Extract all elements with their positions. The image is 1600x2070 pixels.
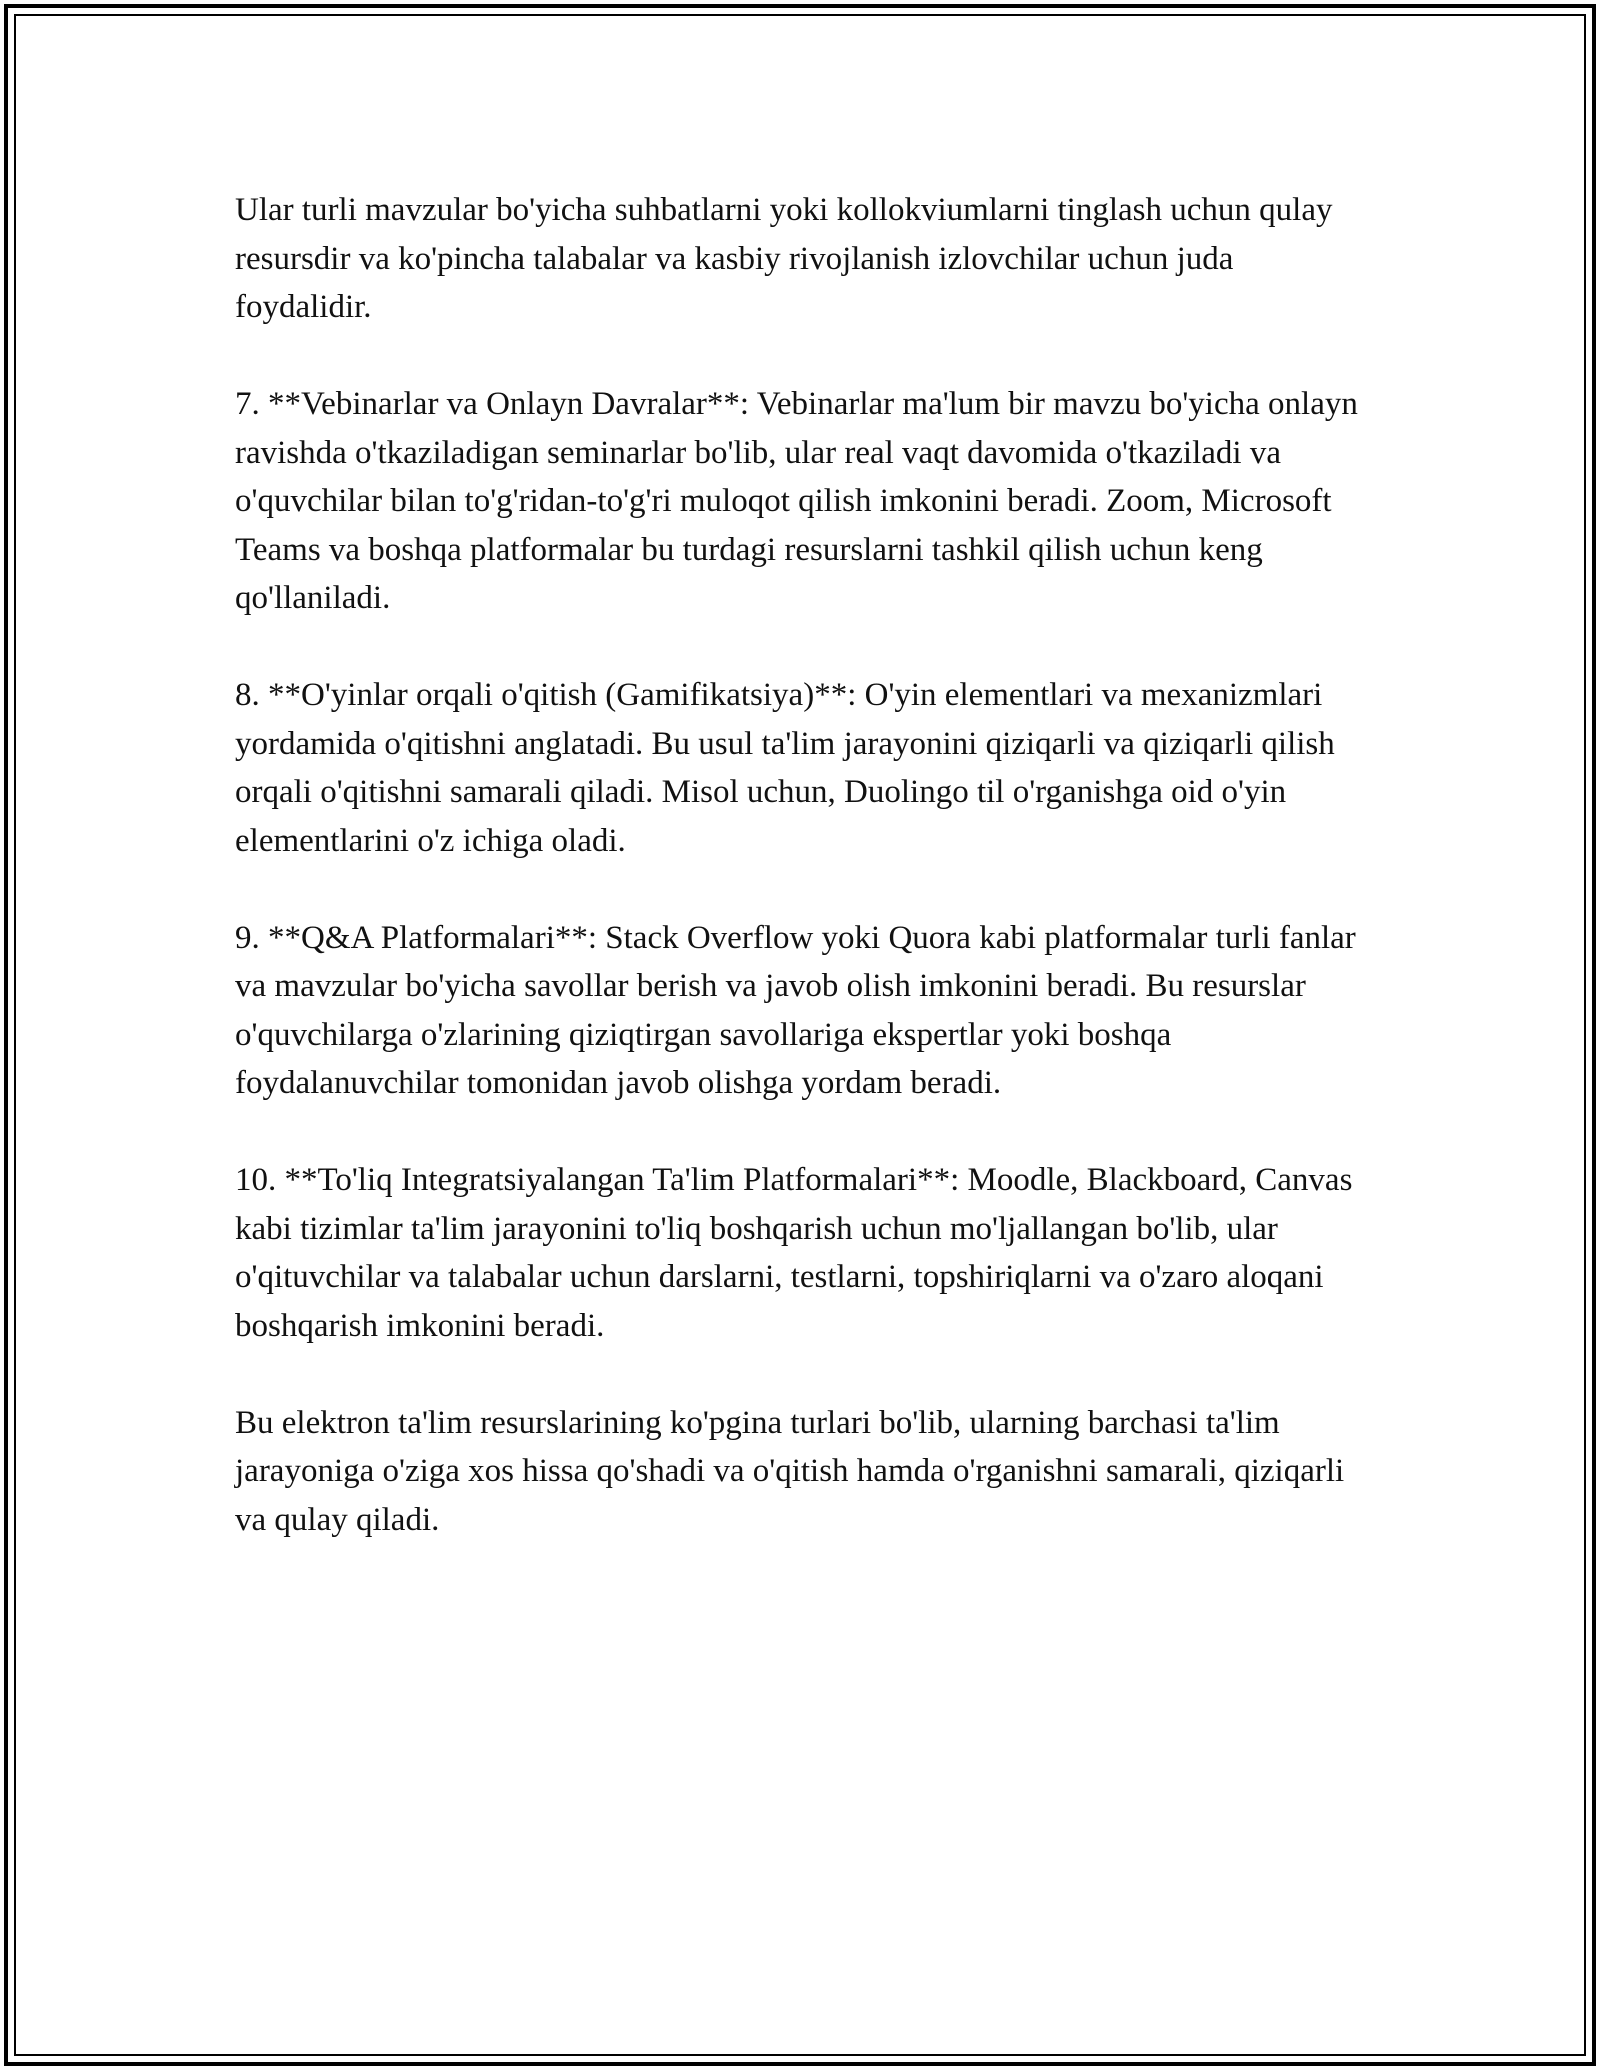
document-body: [235, 186, 1375, 1593]
paragraph-item-7-webinars: 7. **Vebinarlar va Onlayn Davralar**: Vebinarlar ma'lum bir mavzu bo'yicha onlayn ravishda o'tkaziladigan seminarlar bo'lib, ular real vaqt davomida o'tkaziladi va o'quvchilar bilan to'g'ridan-to'g'ri muloqot qilish imkonini beradi. Zoom, Microsoft Teams va boshqa platformalar bu turdagi resurslarni tashkil qilish uchun keng qo'llaniladi.: [235, 386, 1358, 616]
paragraph-intro-continuation: Ular turli mavzular bo'yicha suhbatlarni yoki kollokviumlarni tinglash uchun qulay resursdir va ko'pincha talabalar va kasbiy rivojlanish izlovchilar uchun juda foydalidir.: [235, 192, 1333, 325]
paragraph-conclusion: Bu elektron ta'lim resurslarining ko'pgina turlari bo'lib, ularning barchasi ta'lim jarayoniga o'ziga xos hissa qo'shadi va o'qitish hamda o'rganishni samarali, qiziqarli va qulay qiladi.: [235, 1404, 1345, 1538]
paragraph-item-10-integrated-platforms: 10. **To'liq Integratsiyalangan Ta'lim Platformalari**: Moodle, Blackboard, Canvas kabi tizimlar ta'lim jarayonini to'liq boshqarish uchun mo'ljallangan bo'lib, ular o'qituvchilar va talabalar uchun darslarni, testlarni, topshiriqlarni va o'zaro aloqani boshqarish imkonini beradi.: [235, 1162, 1353, 1344]
paragraph-item-8-gamification: 8. **O'yinlar orqali o'qitish (Gamifikatsiya)**: O'yin elementlari va mexanizmlari yordamida o'qitishni anglatadi. Bu usul ta'lim jarayonini qiziqarli va qiziqarli qilish orqali o'qitishni samarali qiladi. Misol uchun, Duolingo til o'rganishga oid o'yin elementlarini o'z ichiga oladi.: [235, 677, 1335, 859]
paragraph-item-9-qa-platforms: 9. **Q&A Platformalari**: Stack Overflow yoki Quora kabi platformalar turli fanlar va mavzular bo'yicha savollar berish va javob olish imkonini beradi. Bu resurslar o'quvchilarga o'zlarining qiziqtirgan savollariga ekspertlar yoki boshqa foydalanuvchilar tomonidan javob olishga yordam beradi.: [235, 919, 1356, 1101]
